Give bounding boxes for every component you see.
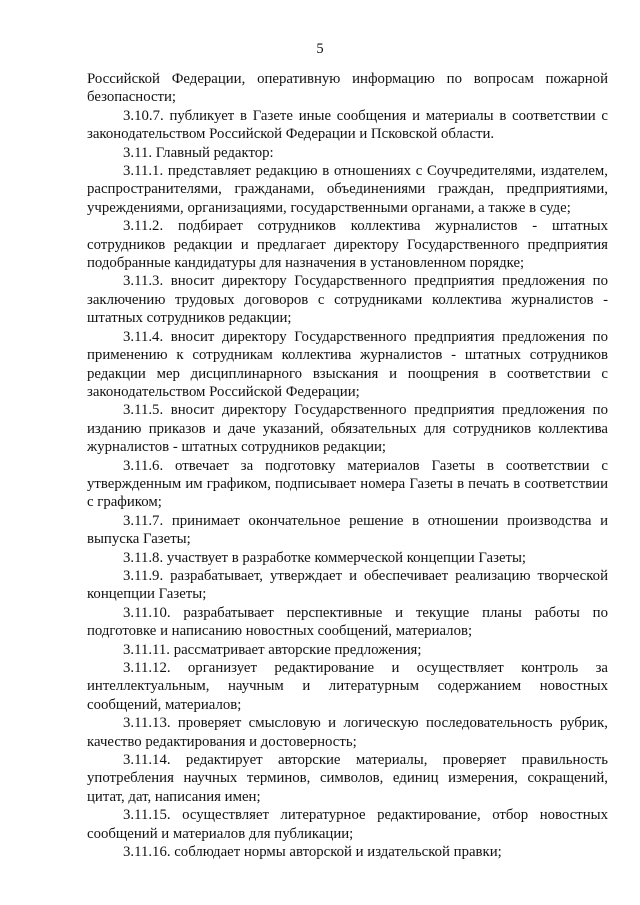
paragraph-3-11-heading: 3.11. Главный редактор: — [123, 144, 274, 161]
paragraph-3-11-3: 3.11.3. вносит директору Государственного предприятия предложения по заключению трудовых договоров с сотрудниками коллектива журналистов - штатных сотрудников редакции; — [87, 273, 608, 327]
paragraph-3-11-16: 3.11.16. соблюдает нормы авторской и издательской правки; — [123, 844, 502, 861]
paragraph-3-11-12: 3.11.12. организует редактирование и осуществляет контроль за интеллектуальным, научным и литературным содержанием новостных сообщений, материалов; — [87, 660, 608, 713]
paragraph-3-11-10: 3.11.10. разрабатывает перспективные и текущие планы работы по подготовке и написанию новостных сообщений, материалов; — [87, 604, 608, 640]
paragraph-3-11-1: 3.11.1. представляет редакцию в отношениях с Соучредителями, издателем, распространителями, гражданами, объединениями граждан, предприятиями, учреждениями, организациями, государственными органами, а также в суде; — [87, 163, 608, 216]
paragraph-3-11-5: 3.11.5. вносит директору Государственного предприятия предложения по изданию приказов и даче указаний, обязательных для сотрудников коллектива журналистов - штатных сотрудников редакции; — [87, 402, 608, 456]
document-body — [87, 70, 608, 861]
paragraph-3-11-9: 3.11.9. разрабатывает, утверждает и обеспечивает реализацию творческой концепции Газеты; — [87, 567, 608, 603]
paragraph-3-11-2: 3.11.2. подбирает сотрудников коллектива журналистов - штатных сотрудников редакции и предлагает директору Государственного предприятия подобранные кандидатуры для назначения в установленном порядке; — [87, 218, 608, 272]
page-number: 5 — [316, 41, 324, 57]
paragraph-continuation: Российской Федерации, оперативную информацию по вопросам пожарной безопасности; — [87, 71, 608, 106]
paragraph-3-11-11: 3.11.11. рассматривает авторские предложения; — [123, 641, 422, 658]
paragraph-3-11-14: 3.11.14. редактирует авторские материалы, проверяет правильность употребления научных терминов, символов, единиц измерения, сокращений, цитат, дат, написания имен; — [87, 752, 608, 805]
paragraph-3-11-15: 3.11.15. осуществляет литературное редактирование, отбор новостных сообщений и материалов для публикации; — [87, 807, 608, 842]
paragraph-3-11-7: 3.11.7. принимает окончательное решение в отношении производства и выпуска Газеты; — [87, 512, 608, 548]
paragraph-3-11-4: 3.11.4. вносит директору Государственного предприятия предложения по применению к сотрудникам коллектива журналистов - штатных сотрудников редакции мер дисциплинарного взыскания и поощрения в соответствии с законодательством Российской Федерации; — [87, 328, 608, 400]
paragraph-3-11-6: 3.11.6. отвечает за подготовку материалов Газеты в соответствии с утвержденным им графиком, подписывает номера Газеты в печать в соответствии с графиком; — [87, 457, 608, 511]
paragraph-3-11-8: 3.11.8. участвует в разработке коммерческой концепции Газеты; — [123, 549, 527, 566]
paragraph-3-10-7: 3.10.7. публикует в Газете иные сообщения и материалы в соответствии с законодательством Российской Федерации и Псковской области. — [87, 107, 608, 143]
paragraph-3-11-13: 3.11.13. проверяет смысловую и логическую последовательность рубрик, качество редактирования и достоверность; — [87, 715, 608, 750]
